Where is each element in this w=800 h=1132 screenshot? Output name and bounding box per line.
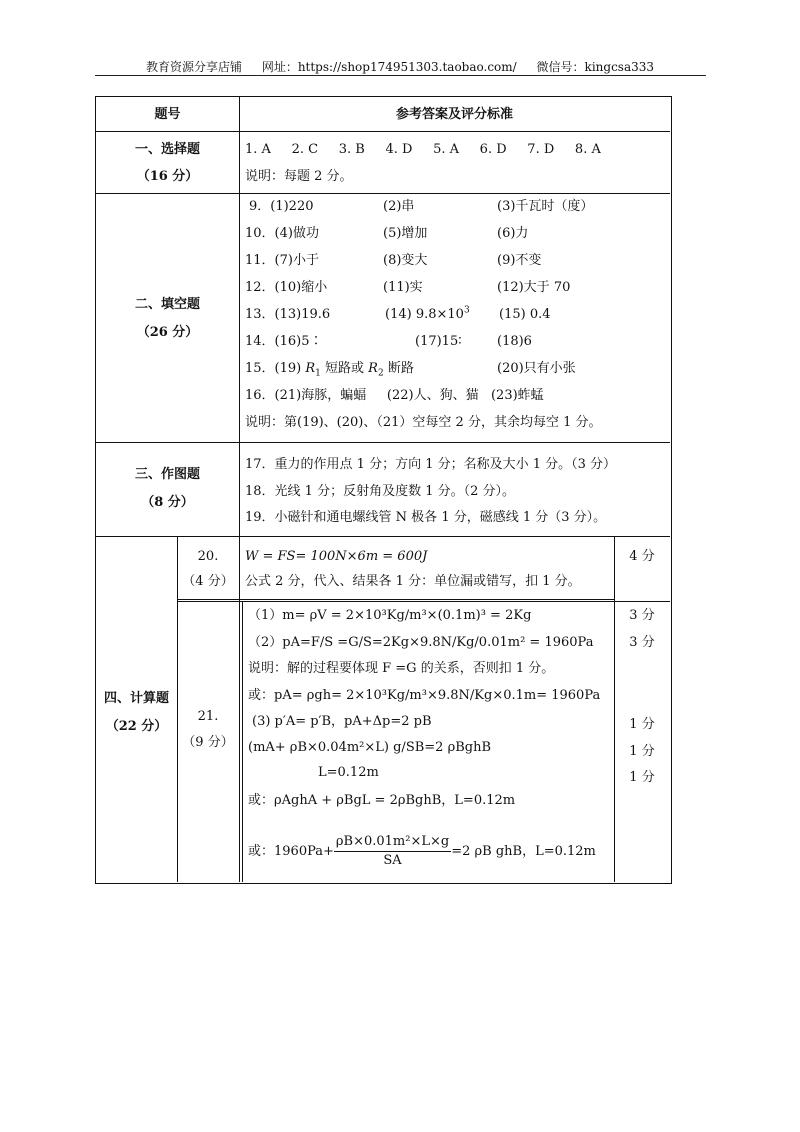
points: 4 分 [629,549,655,564]
fill-answer: 9．(1)220 [249,199,314,214]
answer-table [95,96,672,884]
row-divider [177,601,670,602]
section-score: （26 分） [136,325,199,340]
mc-answers: 1. A 2. C 3. B 4. D 5. A 6. D 7. D 8. A [245,142,601,157]
points: 1 分 [629,770,655,785]
section-title: 三、作图题 [134,467,200,482]
section-score: （22 分） [105,719,168,734]
col-divider [239,97,240,536]
drawing-line: 18．光线 1 分；反射角及度数 1 分。（2 分）。 [245,484,516,499]
fill-answer: 12．(10)缩小 [245,280,328,295]
q21-step: (mA+ ρB×0.04m²×L) g/SB=2 ρBghB [248,740,492,755]
fill-answer: 11．(7)小于 [245,253,319,268]
header-shop: 教育资源分享店铺 [145,60,242,74]
row-divider [96,131,670,132]
section-score: （8 分） [141,495,194,510]
q20-note: 公式 2 分，代入、结果各 1 分：单位漏或错写，扣 1 分。 [245,574,581,589]
points: 3 分 [629,635,655,650]
q21-step: （2）pA=F/S =G/S=2Kg×9.8N/Kg/0.01m² = 1960Pa [248,635,594,650]
drawing-line: 17．重力的作用点 1 分；方向 1 分；名称及大小 1 分。（3 分） [245,457,617,472]
q21-step: 或：ρAghA + ρBgL = 2ρBghB，L=0.12m [248,793,516,808]
q21-step: 或：1960Pa+ $\frac{\text{ρB×0.01m²×L×g}}{SA}$ =2 ρB ghB，L=0.12m [248,834,596,868]
header-divider [95,75,706,76]
header-url: 网址：https://shop174951303.taobao.com/ [261,60,517,74]
fill-answer: (18)6 [497,334,532,349]
header-question-num: 题号 [154,107,181,122]
drawing-line: 19．小磁针和通电螺线管 N 极各 1 分，磁感线 1 分（3 分）。 [245,510,607,525]
fill-answer: (8)变大 [383,253,428,268]
col-divider [614,536,615,882]
fill-answer: (3)千瓦时（度） [497,199,594,214]
points: 3 分 [629,608,655,623]
q21-step: (3) p′A= p′B，pA+Δp=2 pB [252,714,432,729]
fill-answer: (9)不变 [497,253,542,268]
question-number: 21. [197,709,219,724]
fraction: $\frac{\text{ρB×0.01m²×L×g}}{SA}$ [335,834,450,868]
fill-answer: (14) $9.8\times 10^3$ [385,305,470,322]
fill-answer: 16．(21)海豚，蝙蝠 (22)人、狗、猫 (23)蚱蜢 [245,388,544,403]
fill-answer: (12)大于 70 [497,280,571,295]
fill-answer: (17)15∶ [415,334,462,349]
q20-formula: W = FS= 100N×6m = 600J [245,549,428,564]
fill-answer: 14．(16)5∶ [245,334,323,349]
mc-note: 说明：每题 2 分。 [245,169,353,184]
points: 1 分 [629,744,655,759]
fill-answer: (20)只有小张 [497,361,576,376]
q21-step: （1）m= ρV = 2×10³Kg/m³×(0.1m)³ = 2Kg [248,608,532,623]
row-divider [96,193,670,194]
section-title: 二、填空题 [134,297,200,312]
col-divider [242,601,243,882]
fill-answer: 15．(19) $R_1$ 短路或 $R_2$ 断路 [245,361,414,379]
question-score: （4 分） [182,574,234,589]
q21-step: L=0.12m [318,765,379,780]
points: 1 分 [629,717,655,732]
fill-answer: 10．(4)做功 [245,226,319,241]
section-title: 一、选择题 [134,142,200,157]
header-answer: 参考答案及评分标准 [395,107,513,122]
section-score: （16 分） [136,169,199,184]
fill-answer: (11)实 [383,280,423,295]
question-score: （9 分） [182,735,234,750]
q21-step: 或：pA= ρgh= 2×10³Kg/m³×9.8N/Kg×0.1m= 1960Pa [248,688,601,703]
row-divider [96,536,670,537]
question-number: 20. [197,549,219,564]
row-divider [96,442,670,443]
fill-answer: (15) 0.4 [499,307,551,322]
col-divider [239,536,240,882]
fill-answer: (5)增加 [383,226,428,241]
fill-answer: 13．(13)19.6 [245,307,331,322]
page-header [95,58,705,76]
header-wechat: 微信号：kingcsa333 [536,60,655,74]
row-divider [177,599,614,600]
q21-note: 说明：解的过程要体现 F =G 的关系，否则扣 1 分。 [248,661,555,676]
fill-answer: (6)力 [497,226,529,241]
fill-answer: (2)串 [383,199,415,214]
section-title: 四、计算题 [103,691,169,706]
fill-note: 说明：第(19)、(20)、（21）空每空 2 分，其余均每空 1 分。 [245,415,602,430]
